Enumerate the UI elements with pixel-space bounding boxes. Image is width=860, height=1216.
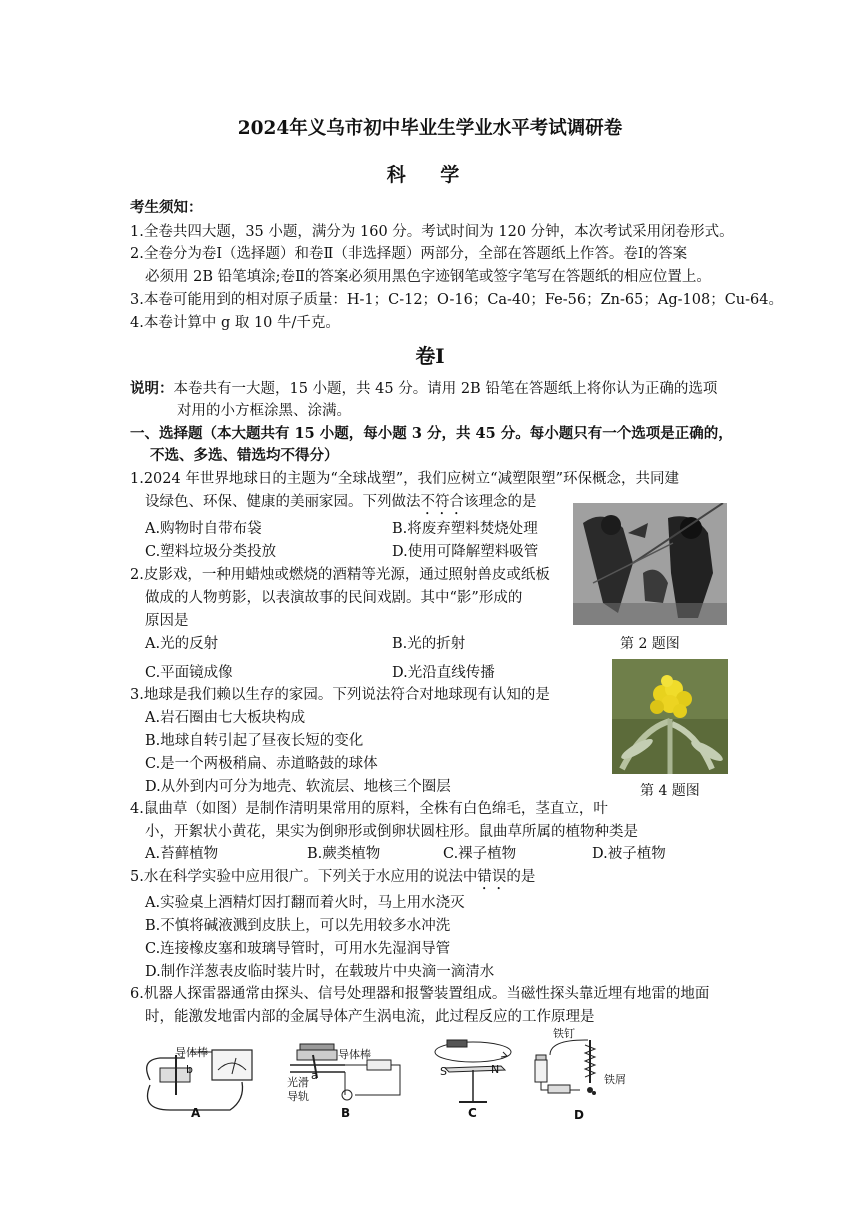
q2-option-c: C.平面镜成像 — [145, 665, 233, 681]
q6-a-label: A — [191, 1106, 201, 1120]
q1-emphasis: 不符合 — [420, 494, 464, 510]
instruction-text: 本卷共有一大题，15 小题，共 45 分。请用 2B 铅笔在答题纸上将你认为正确的选项 — [173, 381, 718, 397]
q6-c-tag-n: N — [491, 1063, 500, 1076]
q6-stem-2: 时，能激发地雷内部的金属导体产生涡电流，此过程反应的工作原理是 — [145, 1009, 595, 1025]
section-heading-2: 不选、多选、错选均不得分） — [150, 447, 339, 464]
notice-line-1: 1.全卷共四大题，35 小题，满分为 160 分。考试时间为 120 分钟，本次考试采用闭卷形式。 — [130, 224, 734, 240]
subject-title: 科 学 — [386, 164, 474, 186]
q2-figure-caption: 第 2 题图 — [620, 636, 680, 652]
q1-stem-2 — [145, 490, 537, 518]
q6-b-tag-rail: 导轨 — [287, 1090, 309, 1103]
q5-option-d: D.制作洋葱表皮临时装片时，在载玻片中央滴一滴清水 — [145, 964, 495, 980]
notice-line-2a: 2.全卷分为卷Ⅰ（选择题）和卷Ⅱ（非选择题）两部分，全部在答题纸上作答。卷Ⅰ的答案 — [130, 246, 688, 262]
instruction-line-1 — [130, 377, 717, 398]
exam-title: 2024年义乌市初中毕业生学业水平考试调研卷 — [237, 118, 623, 139]
q6-diagram-d — [530, 1035, 630, 1105]
q1-option-c: C.塑料垃圾分类投放 — [145, 544, 277, 560]
q5-option-b: B.不慎将碱液溅到皮肤上，可以先用较多水冲洗 — [145, 918, 451, 934]
q6-c-label: C — [468, 1106, 477, 1120]
q4-option-a: A.苔藓植物 — [145, 846, 219, 862]
q6-stem-1: 6.机器人探雷器通常由探头、信号处理器和报警装置组成。当磁性探头靠近埋有地雷的地面 — [130, 986, 710, 1002]
q1-stem-1: 1.2024 年世界地球日的主题为“全球战塑”，我们应树立“减塑限塑”环保概念，共同建 — [130, 471, 679, 487]
q6-b-tag-a: a — [311, 1069, 318, 1082]
q2-option-b: B.光的折射 — [392, 636, 466, 652]
q5-stem-post: 的是 — [506, 869, 536, 885]
q6-b-tag-smooth: 光滑 — [287, 1076, 309, 1089]
volume-title: 卷Ⅰ — [415, 344, 445, 368]
cudweed-flower-figure — [612, 659, 728, 774]
q3-option-c: C.是一个两极稍扁、赤道略鼓的球体 — [145, 756, 378, 772]
q1-option-d: D.使用可降解塑料吸管 — [392, 544, 539, 560]
q3-option-d: D.从外到内可分为地壳、软流层、地核三个圈层 — [145, 779, 451, 795]
q5-emphasis: 错误 — [477, 869, 507, 885]
q6-d-tag-nail: 铁钉 — [553, 1027, 575, 1040]
q6-d-label: D — [574, 1108, 584, 1122]
notice-line-3: 3.本卷可能用到的相对原子质量：H-1；C-12；O-16；Ca-40；Fe-56；Zn-65；Ag-108；Cu-64。 — [130, 292, 783, 308]
q4-stem-2: 小，开絮状小黄花，果实为倒卵形或倒卵状圆柱形。鼠曲草所属的植物种类是 — [145, 824, 638, 840]
q1-stem-2-pre: 设绿色、环保、健康的美丽家园。下列做法 — [145, 494, 421, 510]
q3-stem: 3.地球是我们赖以生存的家园。下列说法符合对地球现有认知的是 — [130, 687, 550, 703]
instruction-label: 说明： — [130, 380, 174, 397]
q3-option-b: B.地球自转引起了昼夜长短的变化 — [145, 733, 364, 749]
q2-stem-2: 做成的人物剪影，以表演故事的民间戏剧。其中“影”形成的 — [145, 590, 523, 606]
q2-stem-1: 2.皮影戏，一种用蜡烛或燃烧的酒精等光源，通过照射兽皮或纸板 — [130, 567, 550, 583]
q5-stem — [130, 865, 535, 893]
q4-figure-caption: 第 4 题图 — [640, 783, 700, 799]
q6-a-tag-b: b — [186, 1063, 193, 1076]
q6-b-label: B — [341, 1106, 351, 1120]
q6-c-tag-s: S — [440, 1065, 447, 1078]
q2-option-a: A.光的反射 — [145, 636, 219, 652]
q5-option-a: A.实验桌上酒精灯因打翻而着火时，马上用水浇灭 — [145, 895, 465, 911]
q2-stem-3: 原因是 — [145, 613, 189, 629]
q4-option-d: D.被子植物 — [592, 846, 666, 862]
q4-option-b: B.蕨类植物 — [307, 846, 381, 862]
notice-heading: 考生须知： — [130, 199, 203, 216]
q2-option-d: D.光沿直线传播 — [392, 665, 495, 681]
notice-line-4: 4.本卷计算中 g 取 10 牛/千克。 — [130, 315, 340, 331]
q5-option-c: C.连接橡皮塞和玻璃导管时，可用水先湿润导管 — [145, 941, 451, 957]
q5-stem-pre: 5.水在科学实验中应用很广。下列关于水应用的说法中 — [130, 869, 478, 885]
q6-b-tag-conductor: 导体棒 — [338, 1048, 371, 1061]
q6-a-tag-conductor: 导体棒 — [175, 1046, 208, 1059]
q1-stem-2-post: 该理念的是 — [464, 494, 537, 510]
q6-d-tag-filings: 铁屑 — [604, 1073, 626, 1086]
q4-option-c: C.裸子植物 — [443, 846, 517, 862]
q3-option-a: A.岩石圈由七大板块构成 — [145, 710, 306, 726]
q1-option-b: B.将废弃塑料焚烧处理 — [392, 521, 538, 537]
instruction-line-2: 对用的小方框涂黑、涂满。 — [177, 403, 351, 419]
section-heading-1: 一、选择题（本大题共有 15 小题，每小题 3 分，共 45 分。每小题只有一个选项是正确的， — [130, 425, 733, 442]
notice-line-2b: 必须用 2B 铅笔填涂;卷Ⅱ的答案必须用黑色字迹钢笔或签字笔写在答题纸的相应位置上。 — [145, 269, 711, 285]
q1-option-a: A.购物时自带布袋 — [145, 521, 262, 537]
q4-stem-1: 4.鼠曲草（如图）是制作清明果常用的原料，全株有白色绵毛，茎直立，叶 — [130, 801, 608, 817]
shadow-puppet-figure — [573, 503, 727, 625]
